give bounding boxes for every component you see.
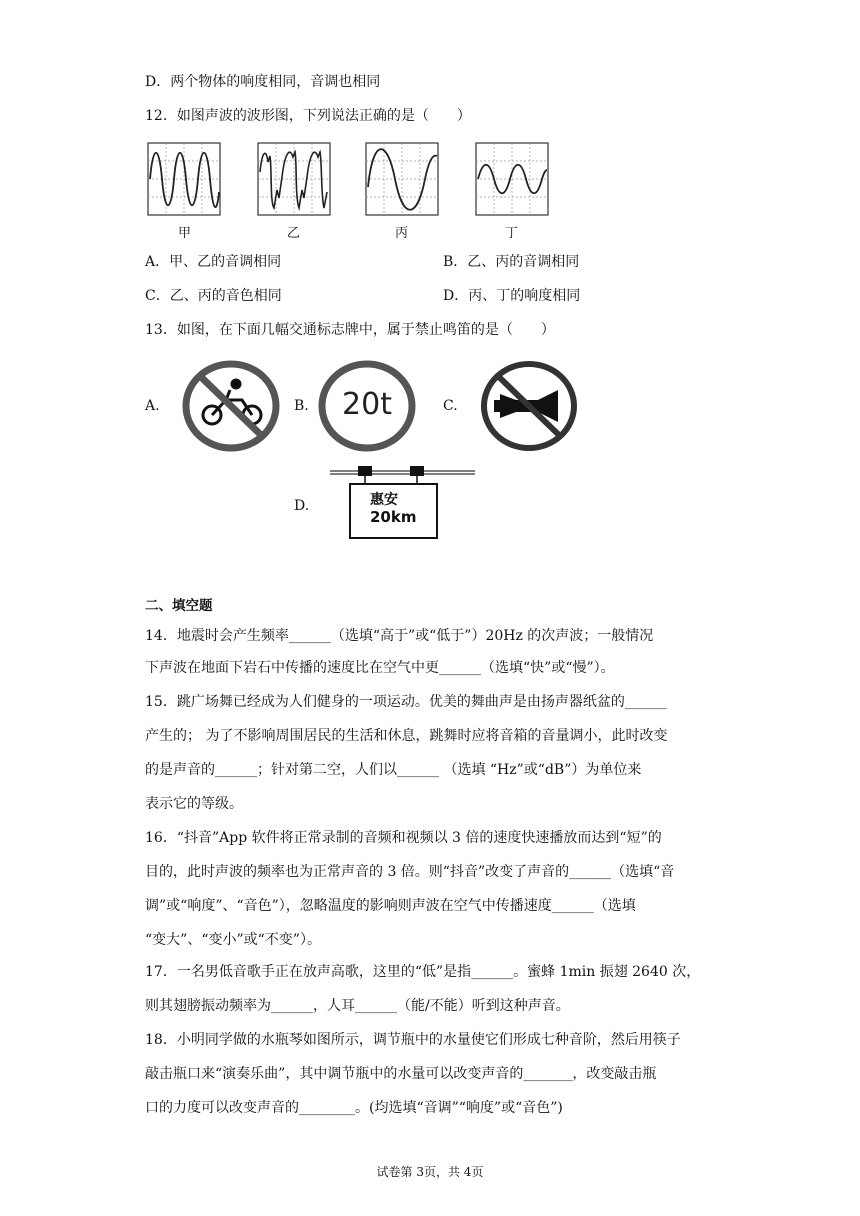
q13-label-b: B.: [294, 398, 309, 414]
q11-option-d: D．两个物体的响度相同，音调也相同: [145, 74, 381, 90]
q16-line4: “变大”、“变小”或“不变”）。: [145, 932, 321, 948]
q17-line2: 则其翅膀振动频率为______，人耳______（能/不能）听到这种声音。: [145, 998, 570, 1014]
q13-label-c: C.: [443, 398, 458, 414]
waveform-ding: [475, 142, 549, 216]
q15-line3: 的是声音的______；针对第二空，人们以______ （选填 “Hz”或“dB”）为单位来: [145, 762, 642, 778]
q15-line2: 产生的； 为了不影响周围居民的生活和休息，跳舞时应将音箱的音量调小，此时改变: [145, 728, 668, 744]
waveform-jia: [147, 142, 221, 216]
distance-sign-distance: 20km: [370, 508, 417, 526]
q14-line1: 14．地震时会产生频率______（选填“高于”或“低于”）20Hz 的次声波；一般情况: [145, 628, 654, 644]
no-motorcycle-icon: [182, 360, 280, 456]
wave-label-yi: 乙: [287, 226, 301, 241]
q12-option-c: C．乙、丙的音色相同: [145, 288, 282, 304]
q18-line3: 口的力度可以改变声音的________。(均选填“音调”“响度”或“音色”): [145, 1100, 563, 1116]
waveform-yi: [257, 142, 331, 216]
q18-line2: 敲击瓶口来“演奏乐曲”，其中调节瓶中的水量可以改变声音的_______，改变敲击瓶: [145, 1066, 657, 1082]
q13-label-a: A.: [145, 398, 160, 414]
q16-line3: 调”或“响度”、“音色”），忽略温度的影响则声波在空气中传播速度______（选填: [145, 898, 636, 914]
q12-option-d: D．丙、丁的响度相同: [443, 288, 581, 304]
distance-sign-place: 惠安: [370, 492, 398, 508]
distance-sign: [330, 464, 480, 540]
q17-line1: 17．一名男低音歌手正在放声高歌，这里的“低”是指______。蜜蜂 1min 振翅 2640 次，: [145, 964, 701, 980]
no-horn-icon: [480, 360, 578, 456]
q13-label-d: D.: [294, 498, 310, 514]
q12-option-b: B．乙、丙的音调相同: [443, 254, 580, 270]
page-footer: 试卷第 3页，共 4页: [376, 1165, 484, 1179]
q12-option-a: A．甲、乙的音调相同: [145, 254, 282, 270]
q18-line1: 18．小明同学做的水瓶琴如图所示，调节瓶中的水量使它们形成七种音阶，然后用筷子: [145, 1032, 681, 1048]
weight-limit-sign: [318, 360, 416, 452]
weight-limit-text: 20t: [342, 387, 392, 422]
wave-label-bing: 丙: [395, 226, 409, 241]
wave-label-jia: 甲: [178, 226, 192, 241]
q16-line2: 目的，此时声波的频率也为正常声音的 3 倍。则“抖音”改变了声音的______（选填“音: [145, 864, 675, 880]
q16-line1: 16．“抖音”App 软件将正常录制的音频和视频以 3 倍的速度快速播放而达到“短”的: [145, 830, 662, 846]
wave-label-ding: 丁: [505, 226, 519, 241]
q15-line4: 表示它的等级。: [145, 796, 243, 812]
q13-stem: 13．如图，在下面几幅交通标志牌中，属于禁止鸣笛的是（ ）: [145, 322, 555, 338]
q12-stem: 12．如图声波的波形图，下列说法正确的是（ ）: [145, 108, 471, 124]
q14-line2: 下声波在地面下岩石中传播的速度比在空气中更______（选填“快”或“慢”）。: [145, 660, 615, 676]
waveform-bing: [365, 142, 439, 216]
section-title: 二、填空题: [145, 598, 213, 614]
q15-line1: 15．跳广场舞已经成为人们健身的一项运动。优美的舞曲声是由扬声器纸盆的______: [145, 694, 667, 710]
